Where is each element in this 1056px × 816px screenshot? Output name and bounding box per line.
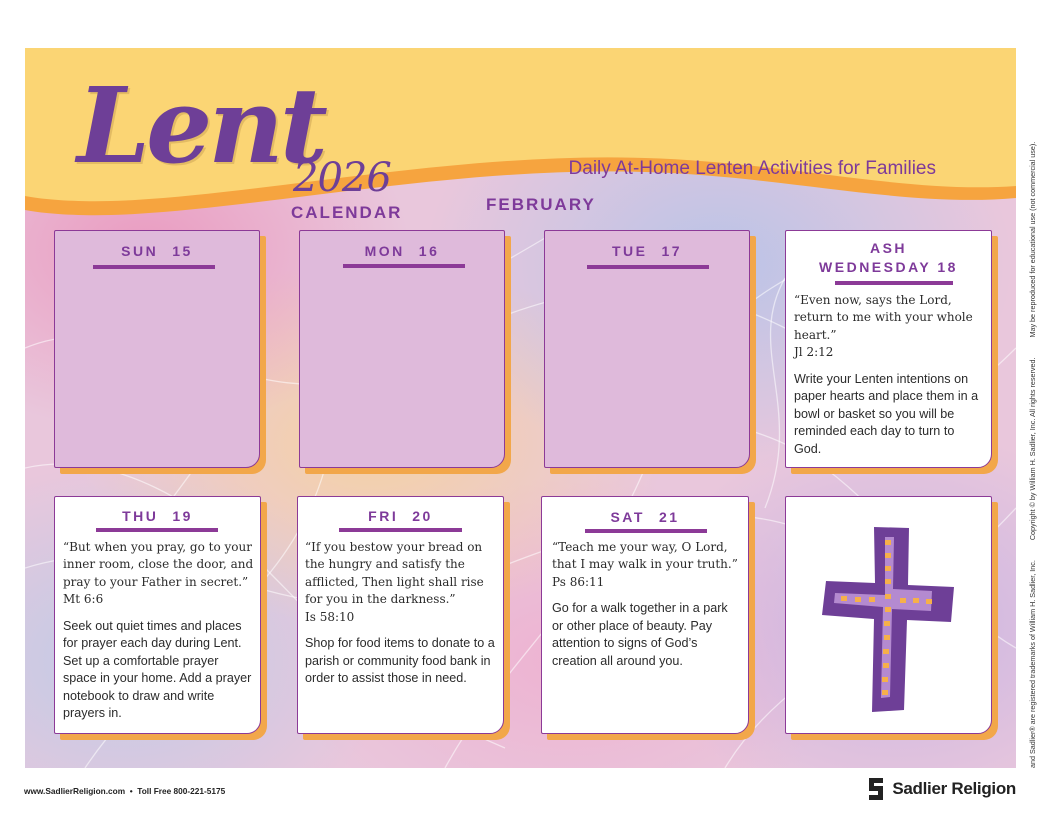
- trademark-notice: and Sadlier® are registered trademarks of William H. Sadlier, Inc.: [1028, 560, 1037, 768]
- day-content: [794, 292, 985, 467]
- subtitle: Daily At-Home Lenten Activities for Families: [568, 158, 936, 179]
- day-heading: TUE 17: [611, 243, 683, 259]
- sadlier-logo: [866, 776, 1016, 802]
- day-card-tue-17: [544, 230, 750, 468]
- lent-title: Lent: [77, 64, 324, 187]
- day-heading: SAT 21: [610, 509, 680, 525]
- scripture-reference: Is 58:10: [305, 609, 355, 624]
- heading-rule: [587, 265, 709, 269]
- day-card-thu-19: [54, 496, 261, 734]
- sadlier-s-icon: [866, 776, 886, 802]
- cross-icon: [786, 497, 993, 735]
- scripture-quote: “Even now, says the Lord, return to me with your whole heart.”: [794, 293, 973, 342]
- year: 2026: [293, 155, 391, 201]
- scripture-quote: “Teach me your way, O Lord, that I may walk in your truth.”: [552, 540, 738, 572]
- activity-text: Seek out quiet times and places for prayer each day during Lent. Set up a comfortable prayer space in your home. Add a prayer notebook to draw and write prayers in.: [63, 618, 252, 721]
- phone-number: Toll Free 800-221-5175: [137, 786, 226, 796]
- calendar-label: CALENDAR: [291, 203, 403, 222]
- day-content: [63, 539, 254, 732]
- brand-name: Sadlier Religion: [892, 779, 1016, 798]
- heading-rule: [339, 528, 462, 532]
- day-content: [305, 539, 498, 697]
- day-card-sun-15: [54, 230, 260, 468]
- scripture-quote: “But when you pray, go to your inner room, close the door, and pray to your Father in secret.”: [63, 540, 254, 589]
- activity-text: Shop for food items to donate to a parish or community food bank in order to assist those in need.: [305, 636, 495, 686]
- day-card-ash-wednesday-18: [785, 230, 992, 468]
- heading-rule: [835, 281, 953, 285]
- day-card-fri-20: [297, 496, 504, 734]
- scripture-reference: Jl 2:12: [794, 345, 834, 360]
- heading-rule: [343, 264, 465, 268]
- month-label: FEBRUARY: [486, 195, 596, 214]
- legal-sidebar: [1028, 88, 1037, 768]
- heading-rule: [585, 529, 707, 533]
- scripture-reference: Mt 6:6: [63, 592, 104, 607]
- day-heading: MON 16: [364, 243, 440, 259]
- permission-notice: May be reproduced for educational use (not commercial use).: [1028, 141, 1037, 338]
- website-link[interactable]: www.SadlierReligion.com: [24, 786, 126, 796]
- copyright-notice: Copyright © by William H. Sadlier, Inc. All rights reserved.: [1028, 357, 1037, 541]
- scripture-quote: “If you bestow your bread on the hungry and satisfy the afflicted, Then light shall rise for you in the darkness.”: [305, 540, 484, 607]
- calendar-sheet: [25, 48, 1016, 768]
- heading-rule: [96, 528, 218, 532]
- day-card-mon-16: [299, 230, 505, 468]
- activity-text: Write your Lenten intentions on paper hearts and place them in a bowl or basket so you will be reminded each day to turn to God.: [794, 371, 979, 456]
- day-heading: FRI 20: [368, 508, 433, 524]
- heading-rule: [93, 265, 215, 269]
- day-content: [552, 539, 742, 679]
- day-card-sat-21: [541, 496, 749, 734]
- activity-text: Go for a walk together in a park or other place of beauty. Pay attention to signs of God’s creation all around you.: [552, 601, 728, 668]
- cross-card: [785, 496, 992, 734]
- footer-separator: •: [129, 786, 133, 796]
- scripture-reference: Ps 86:11: [552, 574, 605, 589]
- day-heading: SUN 15: [121, 243, 193, 259]
- footer-contact: [24, 786, 225, 796]
- day-heading: THU 19: [122, 508, 193, 524]
- day-heading: ASH WEDNESDAY 18: [819, 240, 958, 275]
